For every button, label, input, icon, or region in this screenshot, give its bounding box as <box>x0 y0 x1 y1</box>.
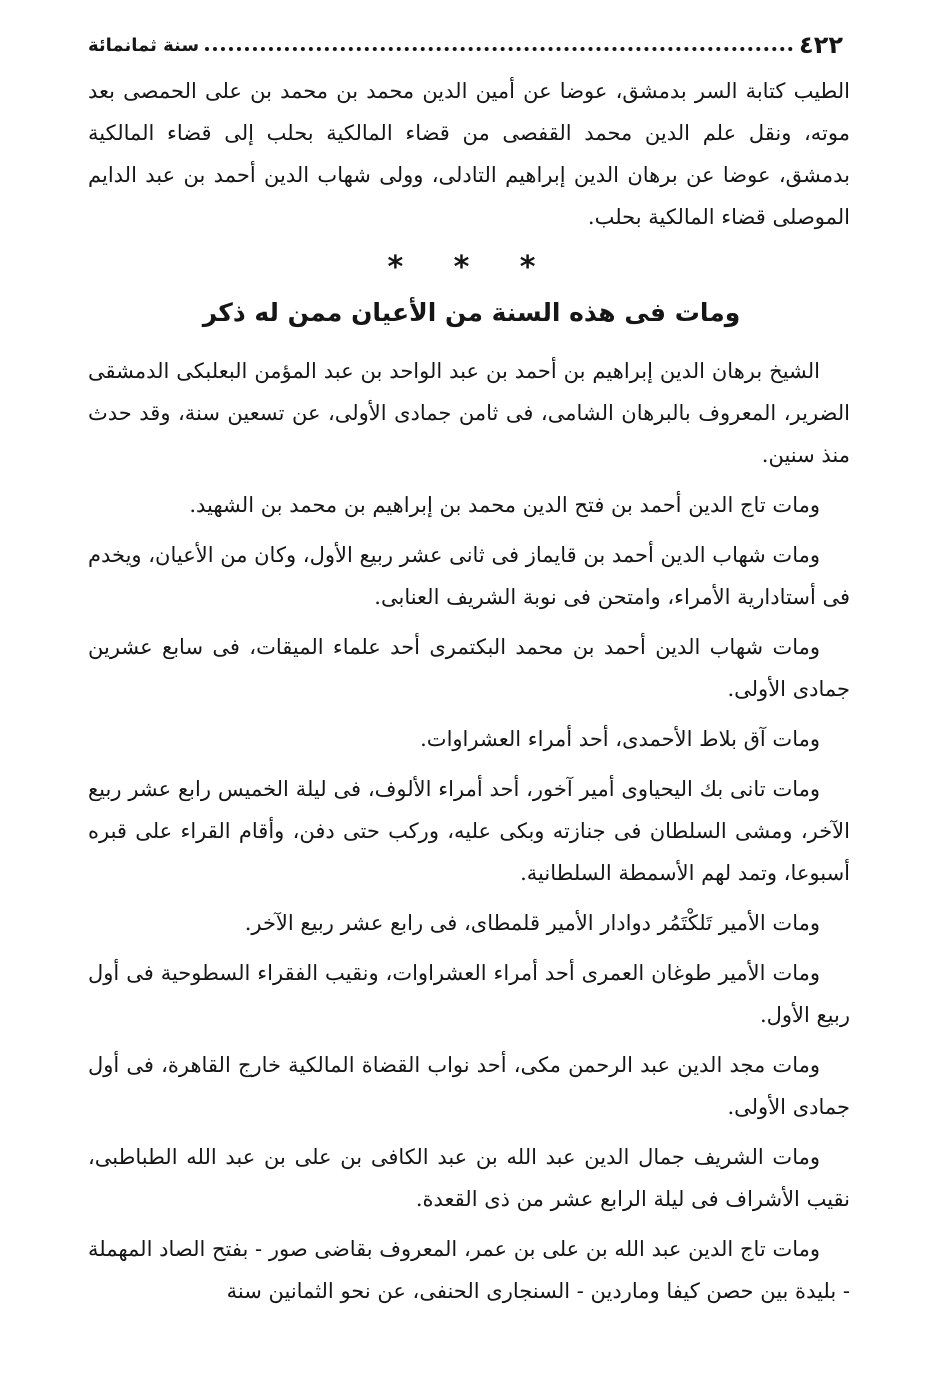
opening-paragraph: الطيب كتابة السر بدمشق، عوضا عن أمين الدين محمد بن محمد بن على الحمصى بعد موته، ونقل علم الدين محمد القفصى من قضاء المالكية بحلب إلى قضاء المالكية بدمشق، عوضا عن برهان الدين إبراهيم التادلى، وولى شهاب الدين أحمد بن عبد الدايم الموصلى قضاء المالكية بحلب. <box>88 79 850 229</box>
obituary-entry: ومات شهاب الدين أحمد بن محمد البكتمرى أحد علماء الميقات، فى سابع عشرين جمادى الأولى. <box>88 635 850 701</box>
obituary-entry: ومات مجد الدين عبد الرحمن مكى، أحد نواب القضاة المالكية خارج القاهرة، فى أول جمادى الأولى. <box>88 1053 850 1119</box>
section-separator: * * * <box>387 250 556 285</box>
obituary-entry: ومات تاج الدين عبد الله بن على بن عمر، المعروف بقاضى صور - بفتح الصاد المهملة - بليدة بين حصن كيفا وماردين - السنجارى الحنفى، عن نحو الثمانين سنة <box>88 1237 850 1303</box>
obituary-entry: ومات تانى بك اليحياوى أمير آخور، أحد أمراء الألوف، فى ليلة الخميس رابع عشر ربيع الآخر، ومشى السلطان فى جنازته وبكى عليه، وركب حتى دفن، وأقام القراء على قبره أسبوعا، وتمد لهم الأسمطة السلطانية. <box>88 777 850 885</box>
obituary-entry: ومات الأمير طوغان العمرى أحد أمراء العشراوات، ونقيب الفقراء السطوحية فى أول ربيع الأول. <box>88 961 850 1027</box>
obituary-entry: ومات آق بلاط الأحمدى، أحد أمراء العشراوات. <box>420 727 820 751</box>
running-title: سنة ثمانمائة <box>88 34 200 56</box>
obituary-entry: ومات الشريف جمال الدين عبد الله بن عبد الكافى بن على بن عبد الله الطباطبى، نقيب الأشراف فى ليلة الرابع عشر من ذى القعدة. <box>88 1145 850 1211</box>
page-header <box>88 28 843 62</box>
obituary-entry: ومات تاج الدين أحمد بن فتح الدين محمد بن إبراهيم بن محمد بن الشهيد. <box>189 493 820 517</box>
obituary-entry: ومات الأمير تَلكْتَمُر دوادار الأمير قلمطاى، فى رابع عشر ربيع الآخر. <box>244 911 820 935</box>
obituary-entry: الشيخ برهان الدين إبراهيم بن أحمد بن عبد الواحد بن عبد المؤمن البعلبكى الدمشقى الضرير، المعروف بالبرهان الشامى، فى ثامن جمادى الأولى، عن تسعين سنة، وقد حدث منذ سنين. <box>88 359 850 467</box>
header-dotted-leader <box>205 47 793 51</box>
obituary-entries <box>88 350 850 1320</box>
page-number: ٤٢٢ <box>799 31 843 59</box>
obituary-entry: ومات شهاب الدين أحمد بن قايماز فى ثانى عشر ربيع الأول، وكان من الأعيان، ويخدم فى أستادارية الأمراء، وامتحن فى نوبة الشريف العنابى. <box>88 543 850 609</box>
section-heading: ومات فى هذه السنة من الأعيان ممن له ذكر <box>202 298 741 327</box>
